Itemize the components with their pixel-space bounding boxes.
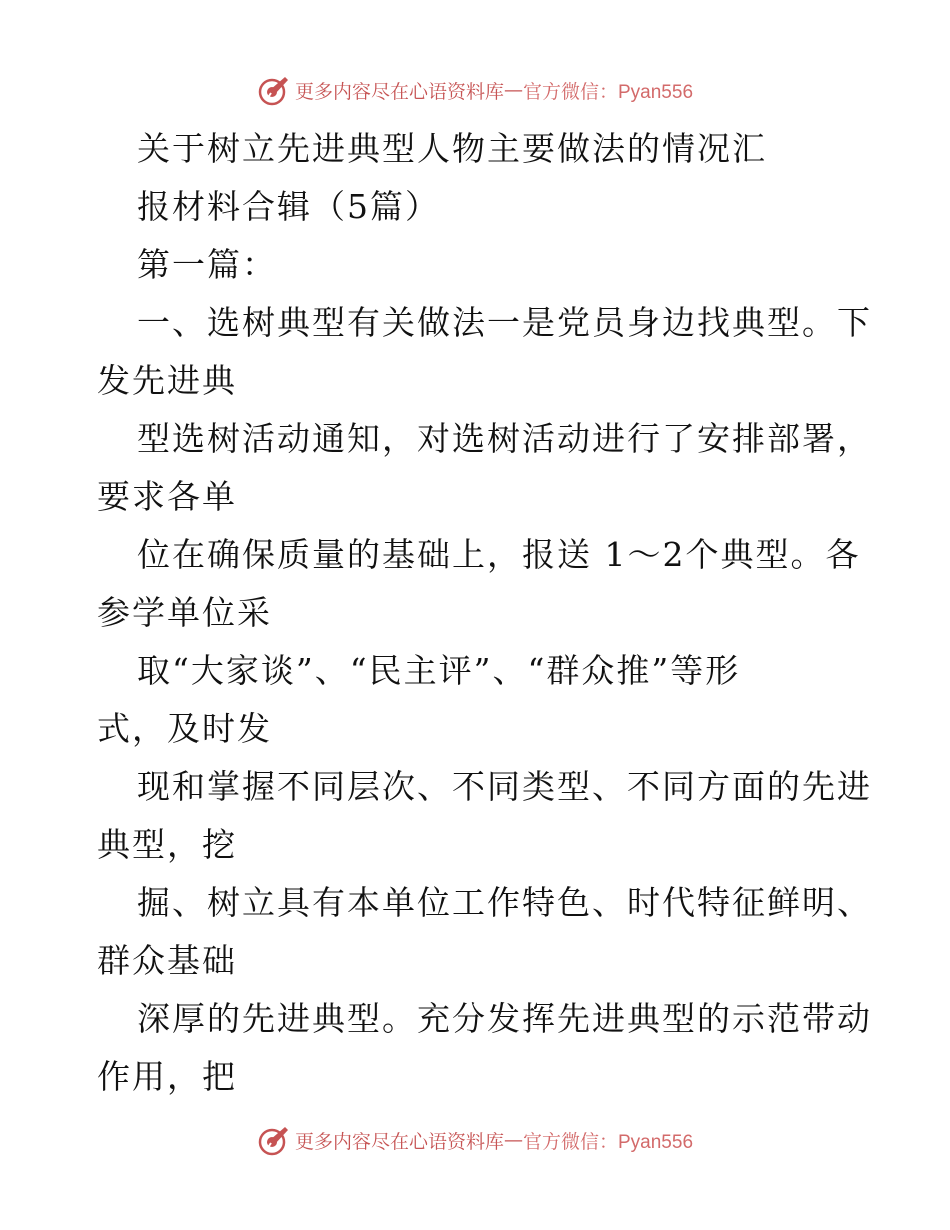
paragraph-line: 发先进典 bbox=[97, 361, 237, 400]
watermark-text: 更多内容尽在心语资料库 bbox=[294, 80, 504, 103]
document-title-line-2: 报材料合辑（5篇） bbox=[137, 187, 440, 226]
paragraph-line: 典型，挖 bbox=[97, 825, 237, 864]
paragraph-line: 深厚的先进典型。充分发挥先进典型的示范带动 bbox=[137, 999, 872, 1038]
section-heading: 第一篇： bbox=[137, 245, 277, 284]
watermark-wechat: 官方微信：Pyan556 bbox=[523, 81, 694, 103]
watermark-banner-bottom bbox=[0, 1120, 950, 1160]
paragraph-line: 群众基础 bbox=[97, 941, 237, 980]
pen-logo-icon bbox=[257, 1123, 291, 1157]
paragraph-line: 一、选树典型有关做法一是党员身边找典型。下 bbox=[137, 303, 872, 342]
document-title-line-1: 关于树立先进典型人物主要做法的情况汇 bbox=[137, 129, 767, 168]
paragraph-line: 作用，把 bbox=[97, 1057, 237, 1096]
watermark-dash: — bbox=[504, 79, 523, 101]
paragraph-line: 参学单位采 bbox=[97, 593, 272, 632]
watermark-dash: — bbox=[504, 1129, 523, 1151]
watermark-wechat: 官方微信：Pyan556 bbox=[523, 1131, 694, 1153]
paragraph-line: 掘、树立具有本单位工作特色、时代特征鲜明、 bbox=[137, 883, 872, 922]
paragraph-line: 式，及时发 bbox=[97, 709, 272, 748]
watermark-text: 更多内容尽在心语资料库 bbox=[294, 1130, 504, 1153]
paragraph-line: 位在确保质量的基础上，报送 1～2个典型。各 bbox=[137, 535, 861, 574]
paragraph-line: 取“大家谈”、“民主评”、“群众推”等形 bbox=[137, 651, 741, 690]
paragraph-line: 型选树活动通知，对选树活动进行了安排部署， bbox=[137, 419, 872, 458]
paragraph-line: 要求各单 bbox=[97, 477, 237, 516]
paragraph-line: 现和掌握不同层次、不同类型、不同方面的先进 bbox=[137, 767, 872, 806]
